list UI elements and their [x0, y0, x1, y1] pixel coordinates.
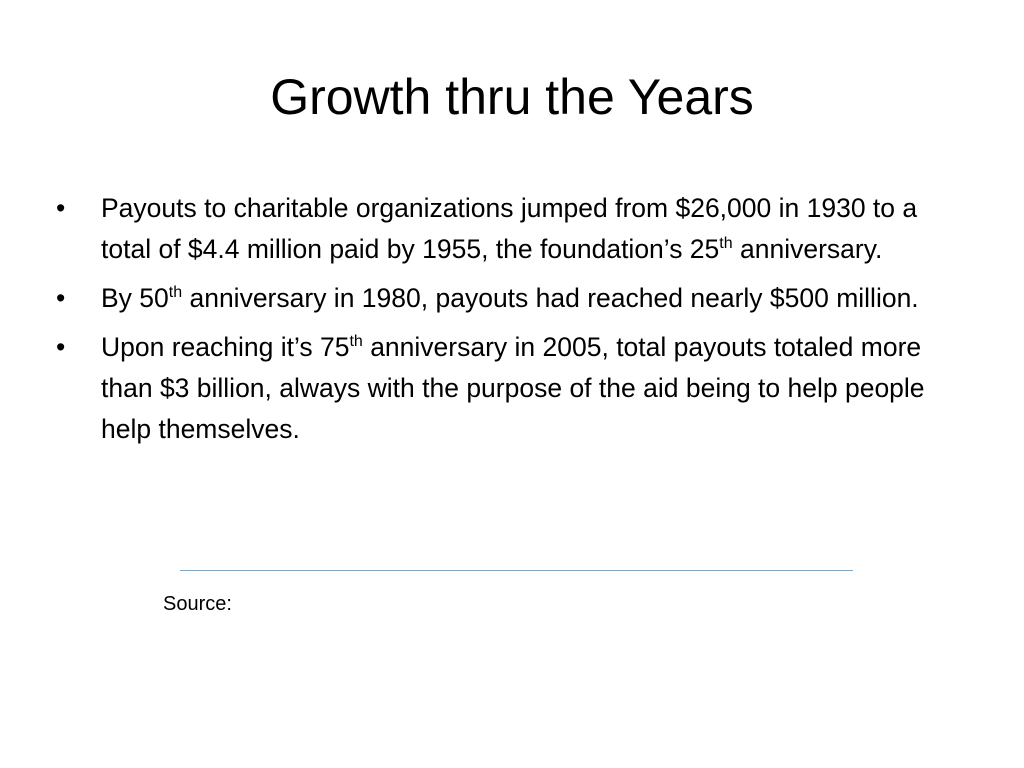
bullet-text-continued: anniversary in 1980, payouts had reached nearly $500 million. [182, 283, 919, 313]
bullet-marker: • [56, 332, 66, 362]
ordinal-suffix: th [349, 333, 363, 350]
bullet-item [56, 188, 966, 270]
bullet-list [56, 188, 966, 458]
bullet-item [56, 278, 966, 319]
bullet-text: Upon reaching it’s 75 [101, 332, 350, 362]
bullet-text-continued: anniversary. [732, 234, 883, 264]
bullet-marker: • [56, 283, 66, 313]
bullet-item [56, 327, 966, 450]
footer-divider [180, 570, 853, 571]
bullet-text: By 50 [101, 283, 169, 313]
ordinal-suffix: th [168, 284, 183, 301]
bullet-text-continued: anniversary in 2005, total payouts totaled more than $3 billion, always with the purpose of the aid being to help people help themselves. [101, 332, 925, 444]
slide-title: Growth thru the Years [270, 69, 754, 125]
bullet-marker: • [56, 193, 66, 223]
source-label: Source: [163, 593, 232, 615]
bullet-text: Payouts to charitable organizations jumped from $26,000 in 1930 to a total of $4.4 million paid by 1955, the foundation’s 25 [101, 193, 918, 264]
ordinal-suffix: th [719, 235, 733, 252]
